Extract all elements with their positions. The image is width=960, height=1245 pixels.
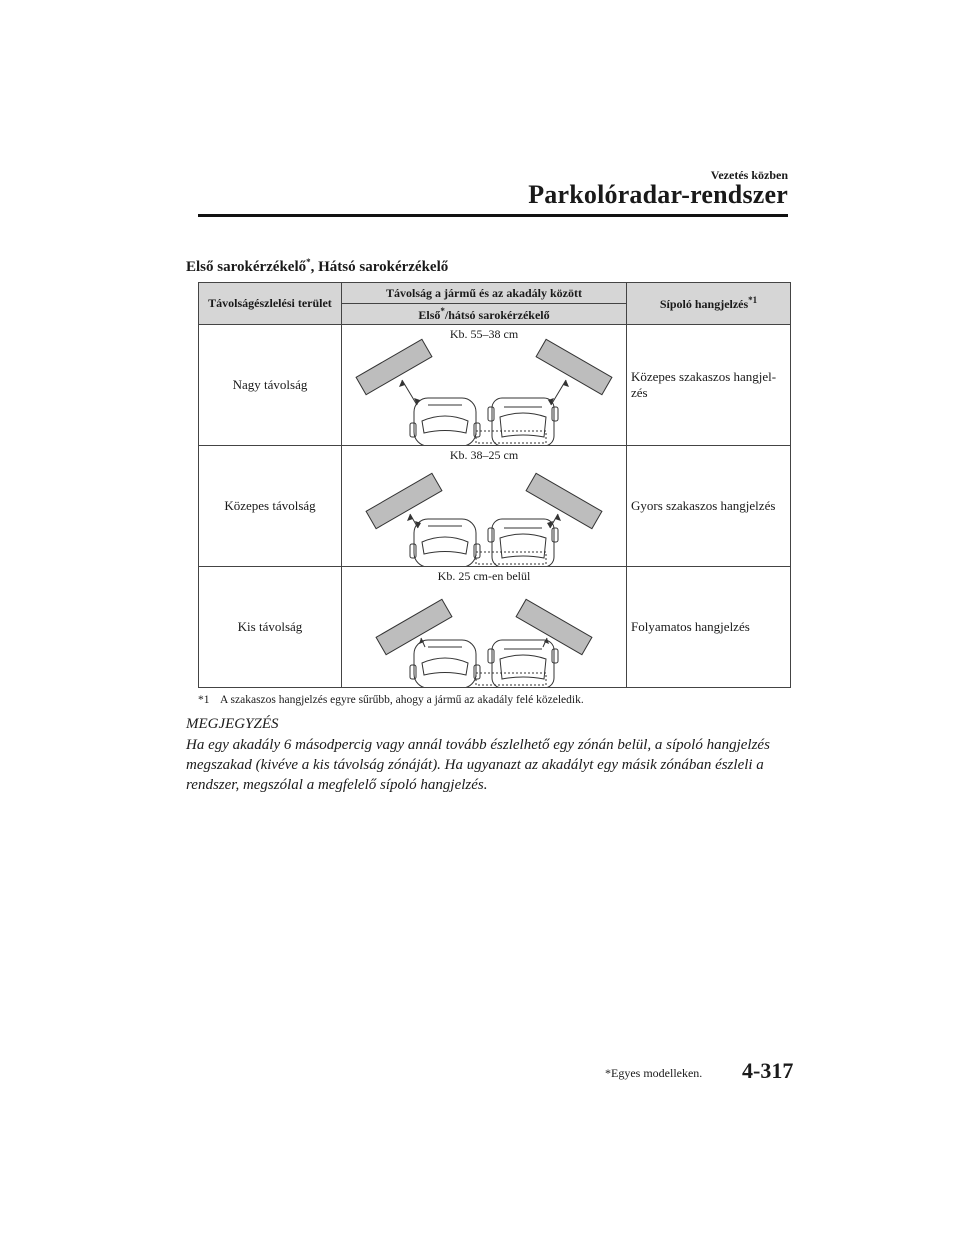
- sensor-diagram: [342, 567, 627, 687]
- distance-table: [198, 282, 791, 688]
- col-header-sound: Sípoló hangjelzés$^{*1}$: [627, 283, 791, 325]
- sensor-diagram: [342, 446, 627, 566]
- obstacle-bar-icon: [366, 473, 442, 528]
- obstacle-bar-icon: [516, 599, 592, 654]
- front-car-icon: [410, 519, 546, 566]
- front-car-icon: [410, 398, 546, 445]
- area-label: Közepes távolság: [199, 446, 342, 567]
- distance-caption: Kb. 25 cm-en belül: [437, 569, 531, 583]
- obstacle-bar-icon: [376, 599, 452, 654]
- distance-arrow-icon: [399, 380, 420, 405]
- sensor-diagram: [342, 325, 627, 445]
- distance-arrow-icon: [543, 638, 549, 647]
- area-label: Nagy távolság: [199, 325, 342, 446]
- table-row: [199, 325, 791, 446]
- note-title: MEGJEGYZÉS: [186, 716, 279, 732]
- col-header-distance: Távolság a jármű és az akadály között: [342, 283, 627, 304]
- obstacle-bar-icon: [526, 473, 602, 528]
- diagram-cell: [342, 446, 627, 567]
- footer-model-note: *Egyes modelleken.: [605, 1066, 703, 1080]
- diagram-cell: [342, 325, 627, 446]
- front-car-icon: [410, 640, 546, 687]
- footnote: *1 A szakaszos hangjelzés egyre sűrűbb, ahogy a jármű az akadály felé közeledik.: [198, 694, 584, 706]
- header-section-label: Vezetés közben: [710, 168, 788, 182]
- sound-label: Folyamatos hangjelzés: [627, 567, 791, 688]
- rear-car-icon: [488, 640, 558, 687]
- distance-arrow-icon: [407, 514, 421, 528]
- col-header-area: Távolságészlelési terület: [199, 283, 342, 325]
- rear-car-icon: [488, 398, 558, 445]
- diagram-cell: [342, 567, 627, 688]
- table-row: [199, 567, 791, 688]
- sound-label: Közepes szakaszos hangjel- zés: [627, 325, 791, 446]
- sound-label: Gyors szakaszos hangjelzés: [627, 446, 791, 567]
- obstacle-bar-icon: [356, 339, 432, 394]
- distance-caption: Kb. 55–38 cm: [449, 327, 519, 341]
- header-rule: [198, 214, 788, 217]
- page-title: Parkolóradar-rendszer: [528, 180, 788, 209]
- obstacle-bar-icon: [536, 339, 612, 394]
- col-header-sensor: Első*/hátsó sarokérzékelő: [342, 304, 627, 325]
- section-title: Első sarokérzékelő*, Hátsó sarokérzékelő: [186, 257, 449, 275]
- distance-caption: Kb. 38–25 cm: [449, 448, 519, 462]
- page-number: 4-317: [742, 1058, 794, 1083]
- rear-car-icon: [488, 519, 558, 566]
- table-row: [199, 446, 791, 567]
- note-body: Ha egy akadály 6 másodpercig vagy annál tovább észlelhető egy zónán belül, a sípoló hangjelzés megszakad (kivéve a kis távolság zónáját). Ha ugyanazt az akadályt egy másik zónában észleli a rendszer, megszólal a megfelelő sípoló hangjelzés.: [186, 737, 770, 793]
- area-label: Kis távolság: [199, 567, 342, 688]
